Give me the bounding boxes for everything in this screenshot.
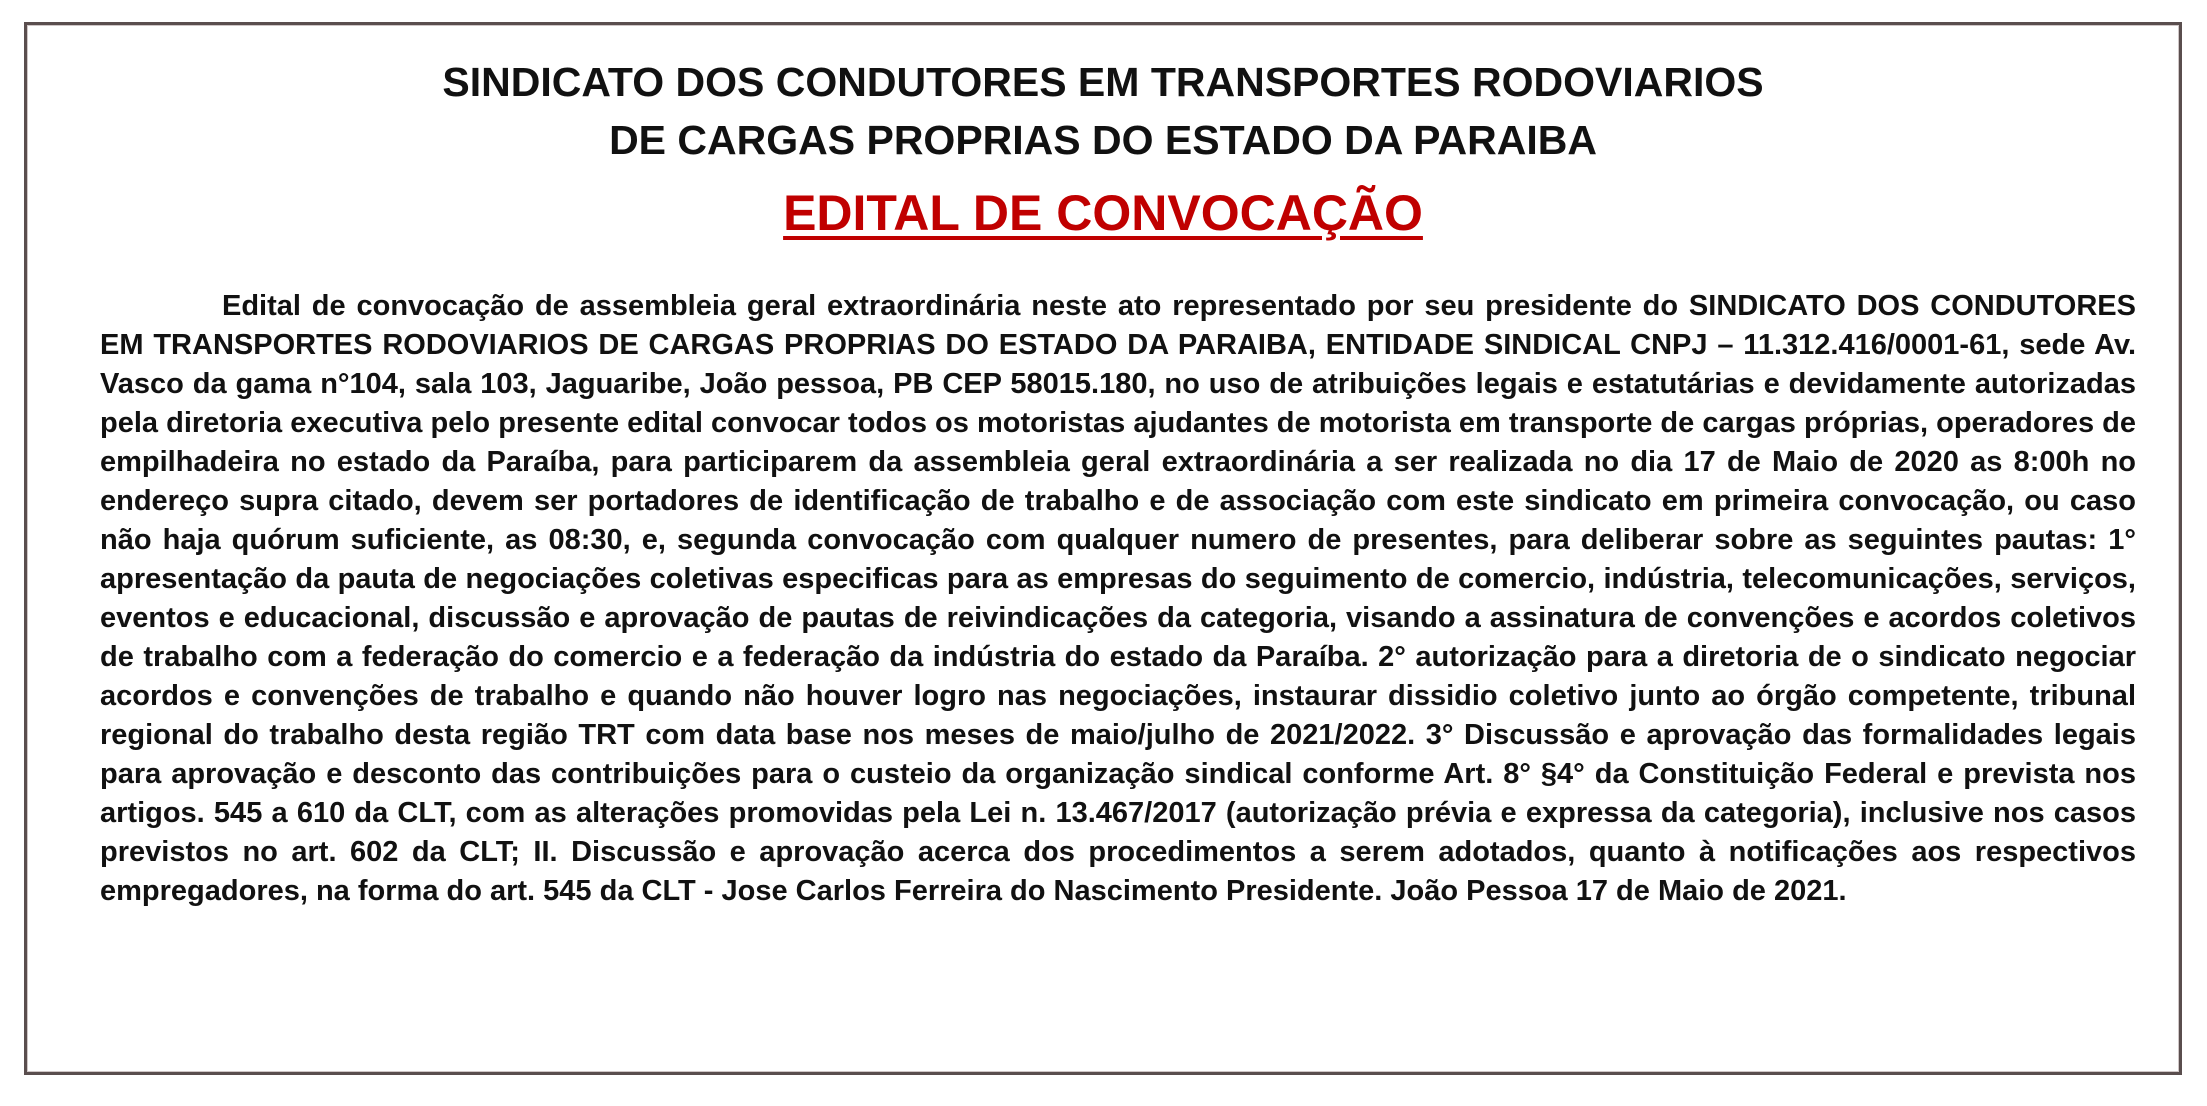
notice-body: Edital de convocação de assembleia geral extraordinária neste ato representado por seu presidente do SINDICATO DOS CONDUTORES EM TRANSPORTES RODOVIARIOS DE CARGAS PROPRIAS DO ESTADO DA PARAIBA, ENTIDADE SINDICAL CNPJ – 11.312.416/0001-61, sede Av. Vasco da gama n°104, sala 103, Jaguaribe, João pessoa, PB CEP 58015.180, no uso de atribuições legais e estatutárias e devidamente autorizadas pela diretoria executiva pelo presente edital convocar todos os motoristas ajudantes de motorista em transporte de cargas próprias, operadores de empilhadeira no estado da Paraíba, para participarem da assembleia geral extraordinária a ser realizada no dia 17 de Maio de 2020 as 8:00h no endereço supra citado, devem ser portadores de identificação de trabalho e de associação com este sindicato em primeira convocação, ou caso não haja quórum suficiente, as 08:30, e, segunda convocação com qualquer numero de presentes, para deliberar sobre as seguintes pautas: 1° apresentação da pauta de negociações coletivas especificas para as empresas do seguimento de comercio, indústria, telecomunicações, serviços, eventos e educacional, discussão e aprovação de pautas de reivindicações da categoria, visando a assinatura de convenções e acordos coletivos de trabalho com a federação do comercio e a federação da indústria do estado da Paraíba. 2° autorização para a diretoria de o sindicato negociar acordos e convenções de trabalho e quando não houver logro nas negociações, instaurar dissidio coletivo junto ao órgão competente, tribunal regional do trabalho desta região TRT com data base nos meses de maio/julho de 2021/2022. 3° Discussão e aprovação das formalidades legais para aprovação e desconto das contribuições para o custeio da organização sindical conforme Art. 8° §4° da Constituição Federal e prevista nos artigos. 545 a 610 da CLT, com as alterações promovidas pela Lei n. 13.467/2017 (autorização prévia e expressa da categoria), inclusive nos casos previstos no art. 602 da CLT; II. Discussão e aprovação acerca dos procedimentos a serem adotados, quanto à notificações aos respectivos empregadores, na forma do art. 545 da CLT - Jose Carlos Ferreira do Nascimento Presidente. João Pessoa 17 de Maio de 2021.	[100, 290, 2136, 907]
union-name-line-1: SINDICATO DOS CONDUTORES EM TRANSPORTES RODOVIARIOS	[442, 59, 1764, 105]
union-name-header	[27, 53, 2179, 169]
union-name-line-2: DE CARGAS PROPRIAS DO ESTADO DA PARAIBA	[609, 117, 1597, 163]
notice-title: EDITAL DE CONVOCAÇÃO	[783, 185, 1423, 241]
notice-title-wrapper	[27, 183, 2179, 243]
notice-frame	[24, 22, 2182, 1075]
